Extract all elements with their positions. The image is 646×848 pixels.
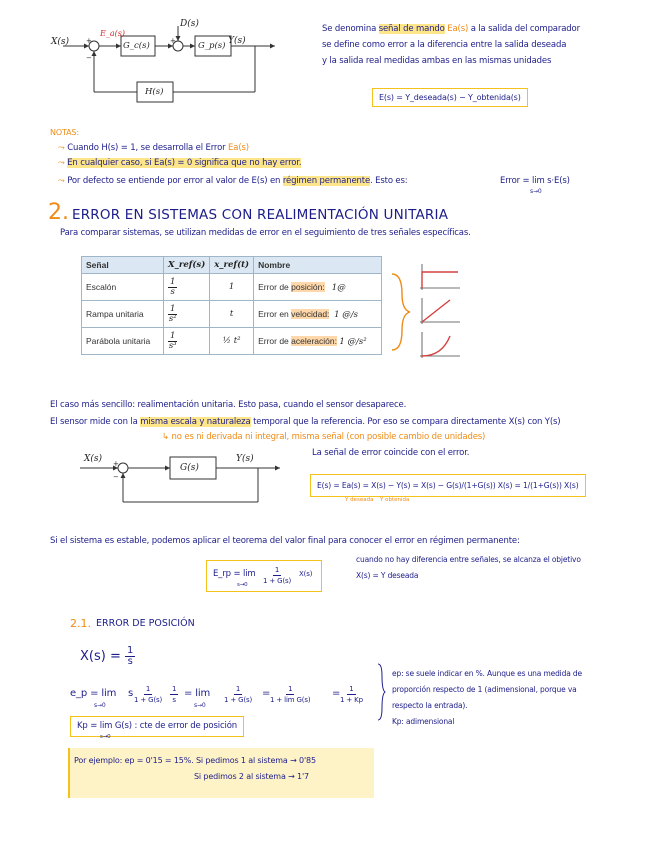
diagram1-y-label: Y(s) (228, 36, 246, 46)
unitary-line1: El caso más sencillo: realimentación unitaria. Esto pasa, cuando el sensor desaparece. (50, 400, 407, 410)
note-arrow-icon: ⤳ (58, 143, 68, 153)
diagram1-sign-minus: − (86, 54, 92, 62)
kp-sub: s→0 (100, 734, 111, 740)
note-2: ⤳ En cualquier caso, si Ea(s) = 0 significa que no hay error. (58, 158, 302, 168)
final-value-text: Si el sistema es estable, podemos aplicar el teorema del valor final para conocer el error en régimen permanente: (50, 536, 520, 546)
intro-line1: Se denomina señal de mando Ea(s) a la salida del comparador (322, 24, 580, 34)
cell-xt: 1 (210, 274, 254, 301)
ep-final-fraction: 1 1 + Kp (340, 685, 363, 704)
diagram2-y-label: Y(s) (236, 454, 254, 464)
section21-title: ERROR DE POSICIÓN (96, 618, 195, 629)
final-value-note1: cuando no hay diferencia entre señales, se alcanza el objetivo (356, 555, 581, 564)
note-arrow-icon: ⤳ (58, 176, 68, 186)
note-3: ⤳ Por defecto se entiende por error al valor de E(s) en régimen permanente. Esto es: (58, 176, 408, 186)
cell-xt: t (210, 301, 254, 328)
ep-derivation: e_p = lim s→0 s 1 1 + G(s) 1 s = lim s→0 1 1 + G(s) = 1 1 + lim G(s) = (70, 685, 341, 709)
final-value-formula: E_rp = lim s→0 1 1 + G(s) X(s) (206, 560, 322, 592)
unitary-line4: La señal de error coincide con el error. (312, 448, 470, 458)
diagram1-x-label: X(s) (51, 37, 70, 47)
note-3-formula: Error = lim s·E(s) (500, 176, 570, 186)
diagram1-sign-plus2: + (170, 37, 176, 45)
section2-subtitle: Para comparar sistemas, se utilizan medidas de error en el seguimiento de tres señales específicas. (60, 228, 471, 238)
notes-title: NOTAS: (50, 128, 79, 137)
kp-definition: Kp = lim G(s) : cte de error de posición (70, 716, 244, 737)
section21-number: 2.1. (70, 617, 91, 630)
diagram1-h-label: H(s) (145, 87, 164, 97)
side-note-1: ep: se suele indicar en %. Aunque es una medida de (392, 669, 582, 678)
note-arrow-icon: ⤳ (58, 158, 68, 168)
unitary-line3: ↳ no es ni derivada ni integral, misma señal (con posible cambio de unidades) (162, 432, 486, 442)
cell-xs: $\frac{1}{\text{s³}}$ (164, 328, 210, 355)
diagram2-x-label: X(s) (84, 454, 103, 464)
diagram1-gc-label: G_c(s) (123, 41, 150, 51)
unitary-sub-deseada: Y deseada (345, 497, 374, 503)
intro-highlight-mando: señal de mando (378, 24, 445, 34)
cell-xs: $\frac{1}{s}$ (164, 274, 210, 301)
diagram2-g-label: G(s) (180, 463, 199, 473)
side-brace (376, 662, 386, 722)
cell-name: Error en velocidad: 1 @/s (254, 301, 382, 328)
th-nombre: Nombre (254, 257, 382, 274)
cell-xs: $\frac{1}{\text{s²}}$ (164, 301, 210, 328)
section2-title: ERROR EN SISTEMAS CON REALIMENTACIÓN UNITARIA (72, 207, 449, 223)
note-1: ⤳ Cuando H(s) = 1, se desarrolla el Error Ea(s) (58, 143, 249, 153)
example-line-1: Por ejemplo: ep = 0'15 = 15%. Si pedimos 1 al sistema → 0'85 (74, 756, 316, 765)
table-row (82, 274, 382, 301)
diagram2-sign-minus: − (113, 473, 119, 481)
unitary-line2: El sensor mide con la misma escala y naturaleza temporal que la referencia. Por eso se compara directamente X(s) con Y(s) (50, 417, 561, 427)
cell-signal: Parábola unitaria (82, 328, 164, 355)
cell-xt: ½ t² (210, 328, 254, 355)
diagram1-d-label: D(s) (180, 19, 199, 29)
table-row (82, 328, 382, 355)
table-row (82, 301, 382, 328)
note-3-sub: s→0 (530, 188, 542, 195)
block-diagram-general (55, 18, 295, 108)
cell-name: Error de posición: 1@ (254, 274, 382, 301)
unitary-sub-obtenida: Y obtenida (380, 497, 410, 503)
th-xref-s: X_ref(s) (164, 257, 210, 274)
cell-signal: Escalón (82, 274, 164, 301)
side-note-4: Kp: adimensional (392, 717, 455, 726)
example-line-2: Si pedimos 2 al sistema → 1'7 (194, 772, 309, 781)
intro-line2: se define como error a la diferencia entre la salida deseada (322, 40, 567, 50)
unitary-error-formula: E(s) = Ea(s) = X(s) − Y(s) = X(s) − G(s)/(1+G(s)) X(s) = 1/(1+G(s)) X(s) (310, 474, 586, 497)
th-xref-t: x_ref(t) (210, 257, 254, 274)
side-note-2: proporción respecto de 1 (adimensional, porque va (392, 685, 577, 694)
error-table (81, 256, 382, 355)
cell-signal: Rampa unitaria (82, 301, 164, 328)
th-senal: Señal (82, 257, 164, 274)
intro-error-formula: E(s) = Y_deseada(s) − Y_obtenida(s) (372, 88, 528, 107)
intro-line3: y la salida real medidas ambas en las mismas unidades (322, 56, 552, 66)
signal-sketches (390, 258, 540, 366)
section2-number: 2. (48, 200, 69, 225)
diagram1-e-label: E_a(s) (100, 29, 125, 38)
diagram1-gp-label: G_p(s) (198, 41, 226, 51)
diagram2-sign-plus: + (113, 460, 119, 468)
side-note-3: respecto la entrada). (392, 701, 468, 710)
block-diagram-unitary (80, 452, 290, 512)
cell-name: Error de aceleración: 1 @/s² (254, 328, 382, 355)
final-value-note2: X(s) = Y deseada (356, 571, 419, 580)
diagram1-sign-plus: + (86, 37, 92, 45)
xs-definition: X(s) = $\frac{1}{s}$ (80, 645, 134, 667)
